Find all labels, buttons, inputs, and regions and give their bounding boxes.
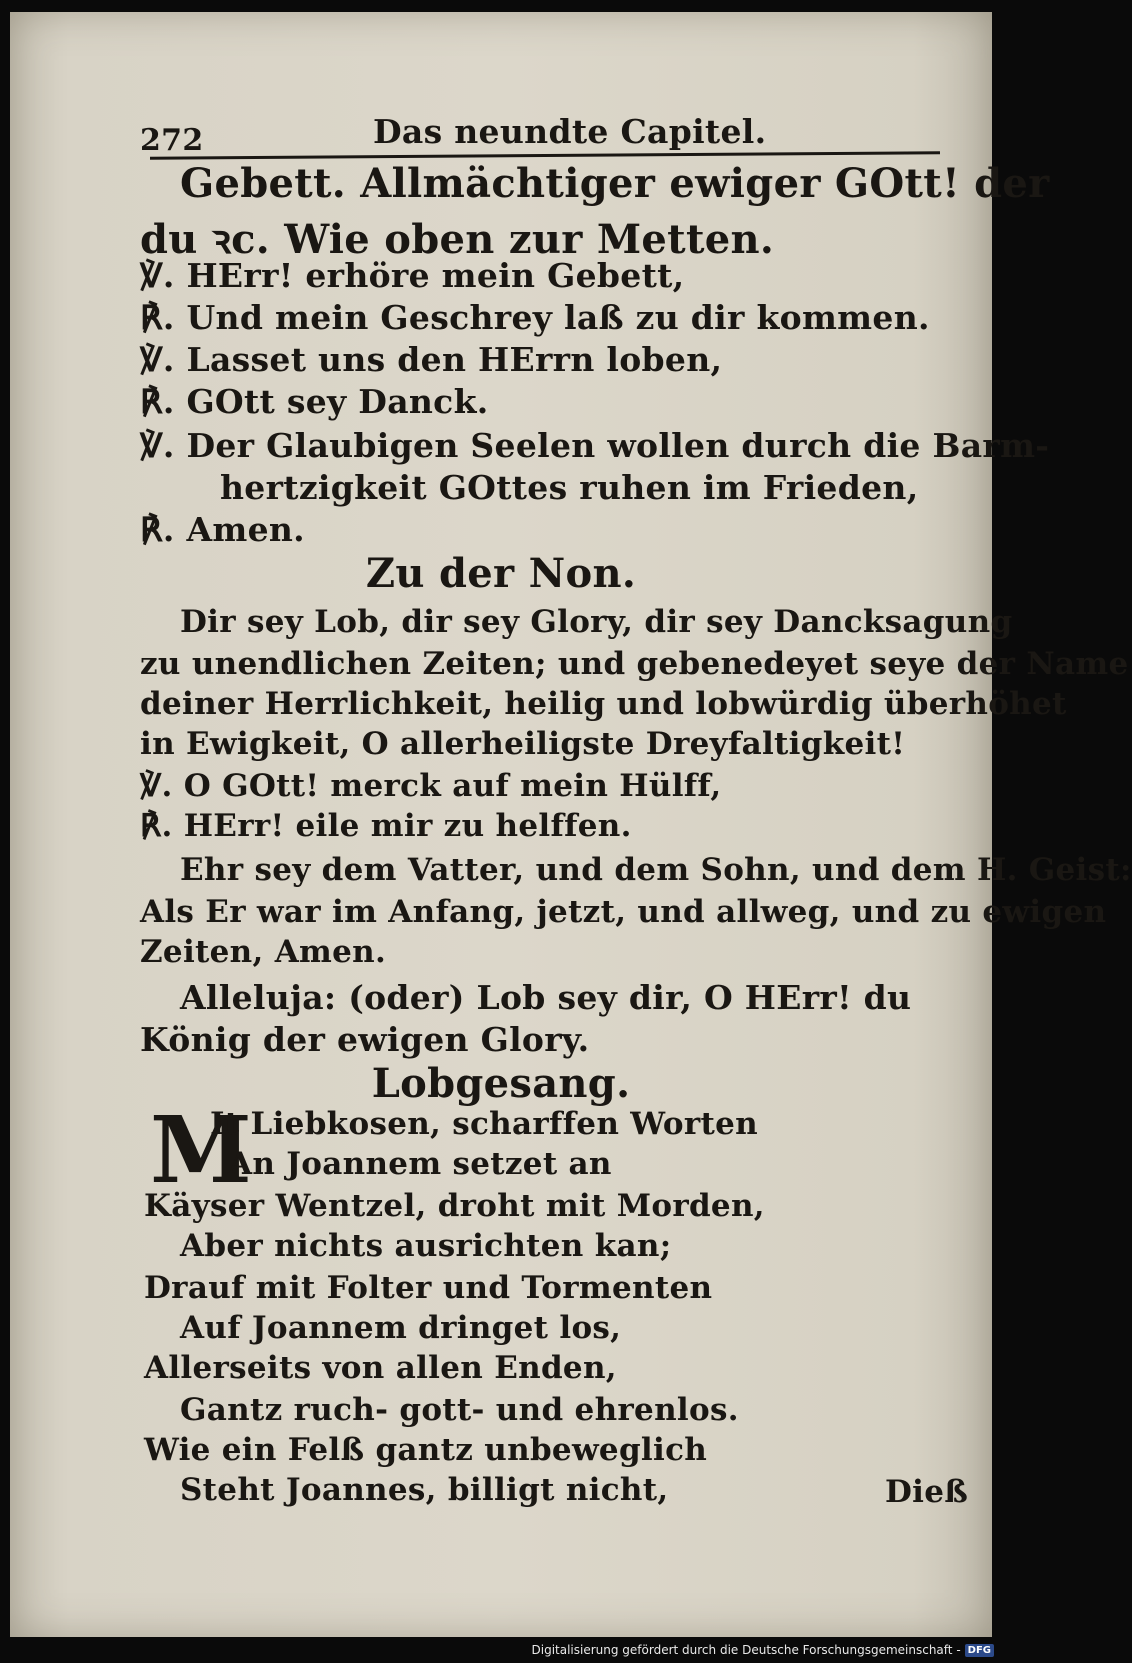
text-line: ℟. HErr! eile mir zu helffen. [140,808,632,844]
text-line: Dir sey Lob, dir sey Glory, dir sey Dancksagung [180,604,1013,640]
text-line: hertzigkeit GOttes ruhen im Frieden, [220,468,919,507]
verse-line: Auf Joannem dringet los, [180,1310,622,1346]
verse-line: Drauf mit Folter und Tormenten [144,1270,713,1306]
verse-line: It Liebkosen, scharffen Worten [210,1106,758,1142]
text-line: Alleluja: (oder) Lob sey dir, O HErr! du [180,978,912,1017]
text-line: ℣. Lasset uns den HErrn loben, [140,340,723,379]
drop-cap: M [150,1096,252,1204]
catchword: Dieß [885,1474,969,1510]
verse-line: Aber nichts ausrichten kan; [180,1228,672,1264]
text-line: Gebett. Allmächtiger ewiger GOtt! der [180,160,1050,207]
text-line: König der ewigen Glory. [140,1020,590,1059]
running-title: Das neundte Capitel. [373,112,767,151]
verse-line: Wie ein Felß gantz unbeweglich [144,1432,708,1468]
text-line: ℟. Und mein Geschrey laß zu dir kommen. [140,298,930,337]
text-line: Als Er war im Anfang, jetzt, und allweg, und zu ewigen [140,894,1107,930]
text-line: ℣. Der Glaubigen Seelen wollen durch die Barm- [140,426,1050,465]
footer-text: Digitalisierung gefördert durch die Deutsche Forschungsgemeinschaft - [531,1643,961,1657]
header-rule [150,151,940,160]
verse-line: Steht Joannes, billigt nicht, [180,1472,669,1508]
text-line: ℟. GOtt sey Danck. [140,382,489,421]
text-line: du ꝛc. Wie oben zur Metten. [140,216,775,263]
digitization-footer [532,1639,995,1661]
section-heading-lobgesang: Lobgesang. [371,1060,631,1107]
verse-line: Käyser Wentzel, droht mit Morden, [144,1188,765,1224]
page-number: 272 [140,123,204,158]
verse-line: Gantz ruch- gott- und ehrenlos. [180,1392,739,1428]
text-line: ℣. O GOtt! merck auf mein Hülff, [140,768,722,804]
dfg-logo-icon: DFG [965,1644,994,1657]
book-page [10,12,1132,1637]
text-line: ℣. HErr! erhöre mein Gebett, [140,256,685,295]
text-line: deiner Herrlichkeit, heilig und lobwürdig überhöhet [140,686,1067,722]
text-line: ℟. Amen. [140,510,305,549]
verse-line: An Joannem setzet an [228,1146,612,1182]
text-line: in Ewigkeit, O allerheiligste Dreyfaltigkeit! [140,726,906,762]
text-line: zu unendlichen Zeiten; und gebenedeyet seye der Name [140,646,1129,682]
verse-line: Allerseits von allen Enden, [144,1350,617,1386]
text-line: Zeiten, Amen. [140,934,387,970]
text-line: Ehr sey dem Vatter, und dem Sohn, und dem H. Geist: [180,852,1132,888]
section-heading-non: Zu der Non. [365,550,637,597]
